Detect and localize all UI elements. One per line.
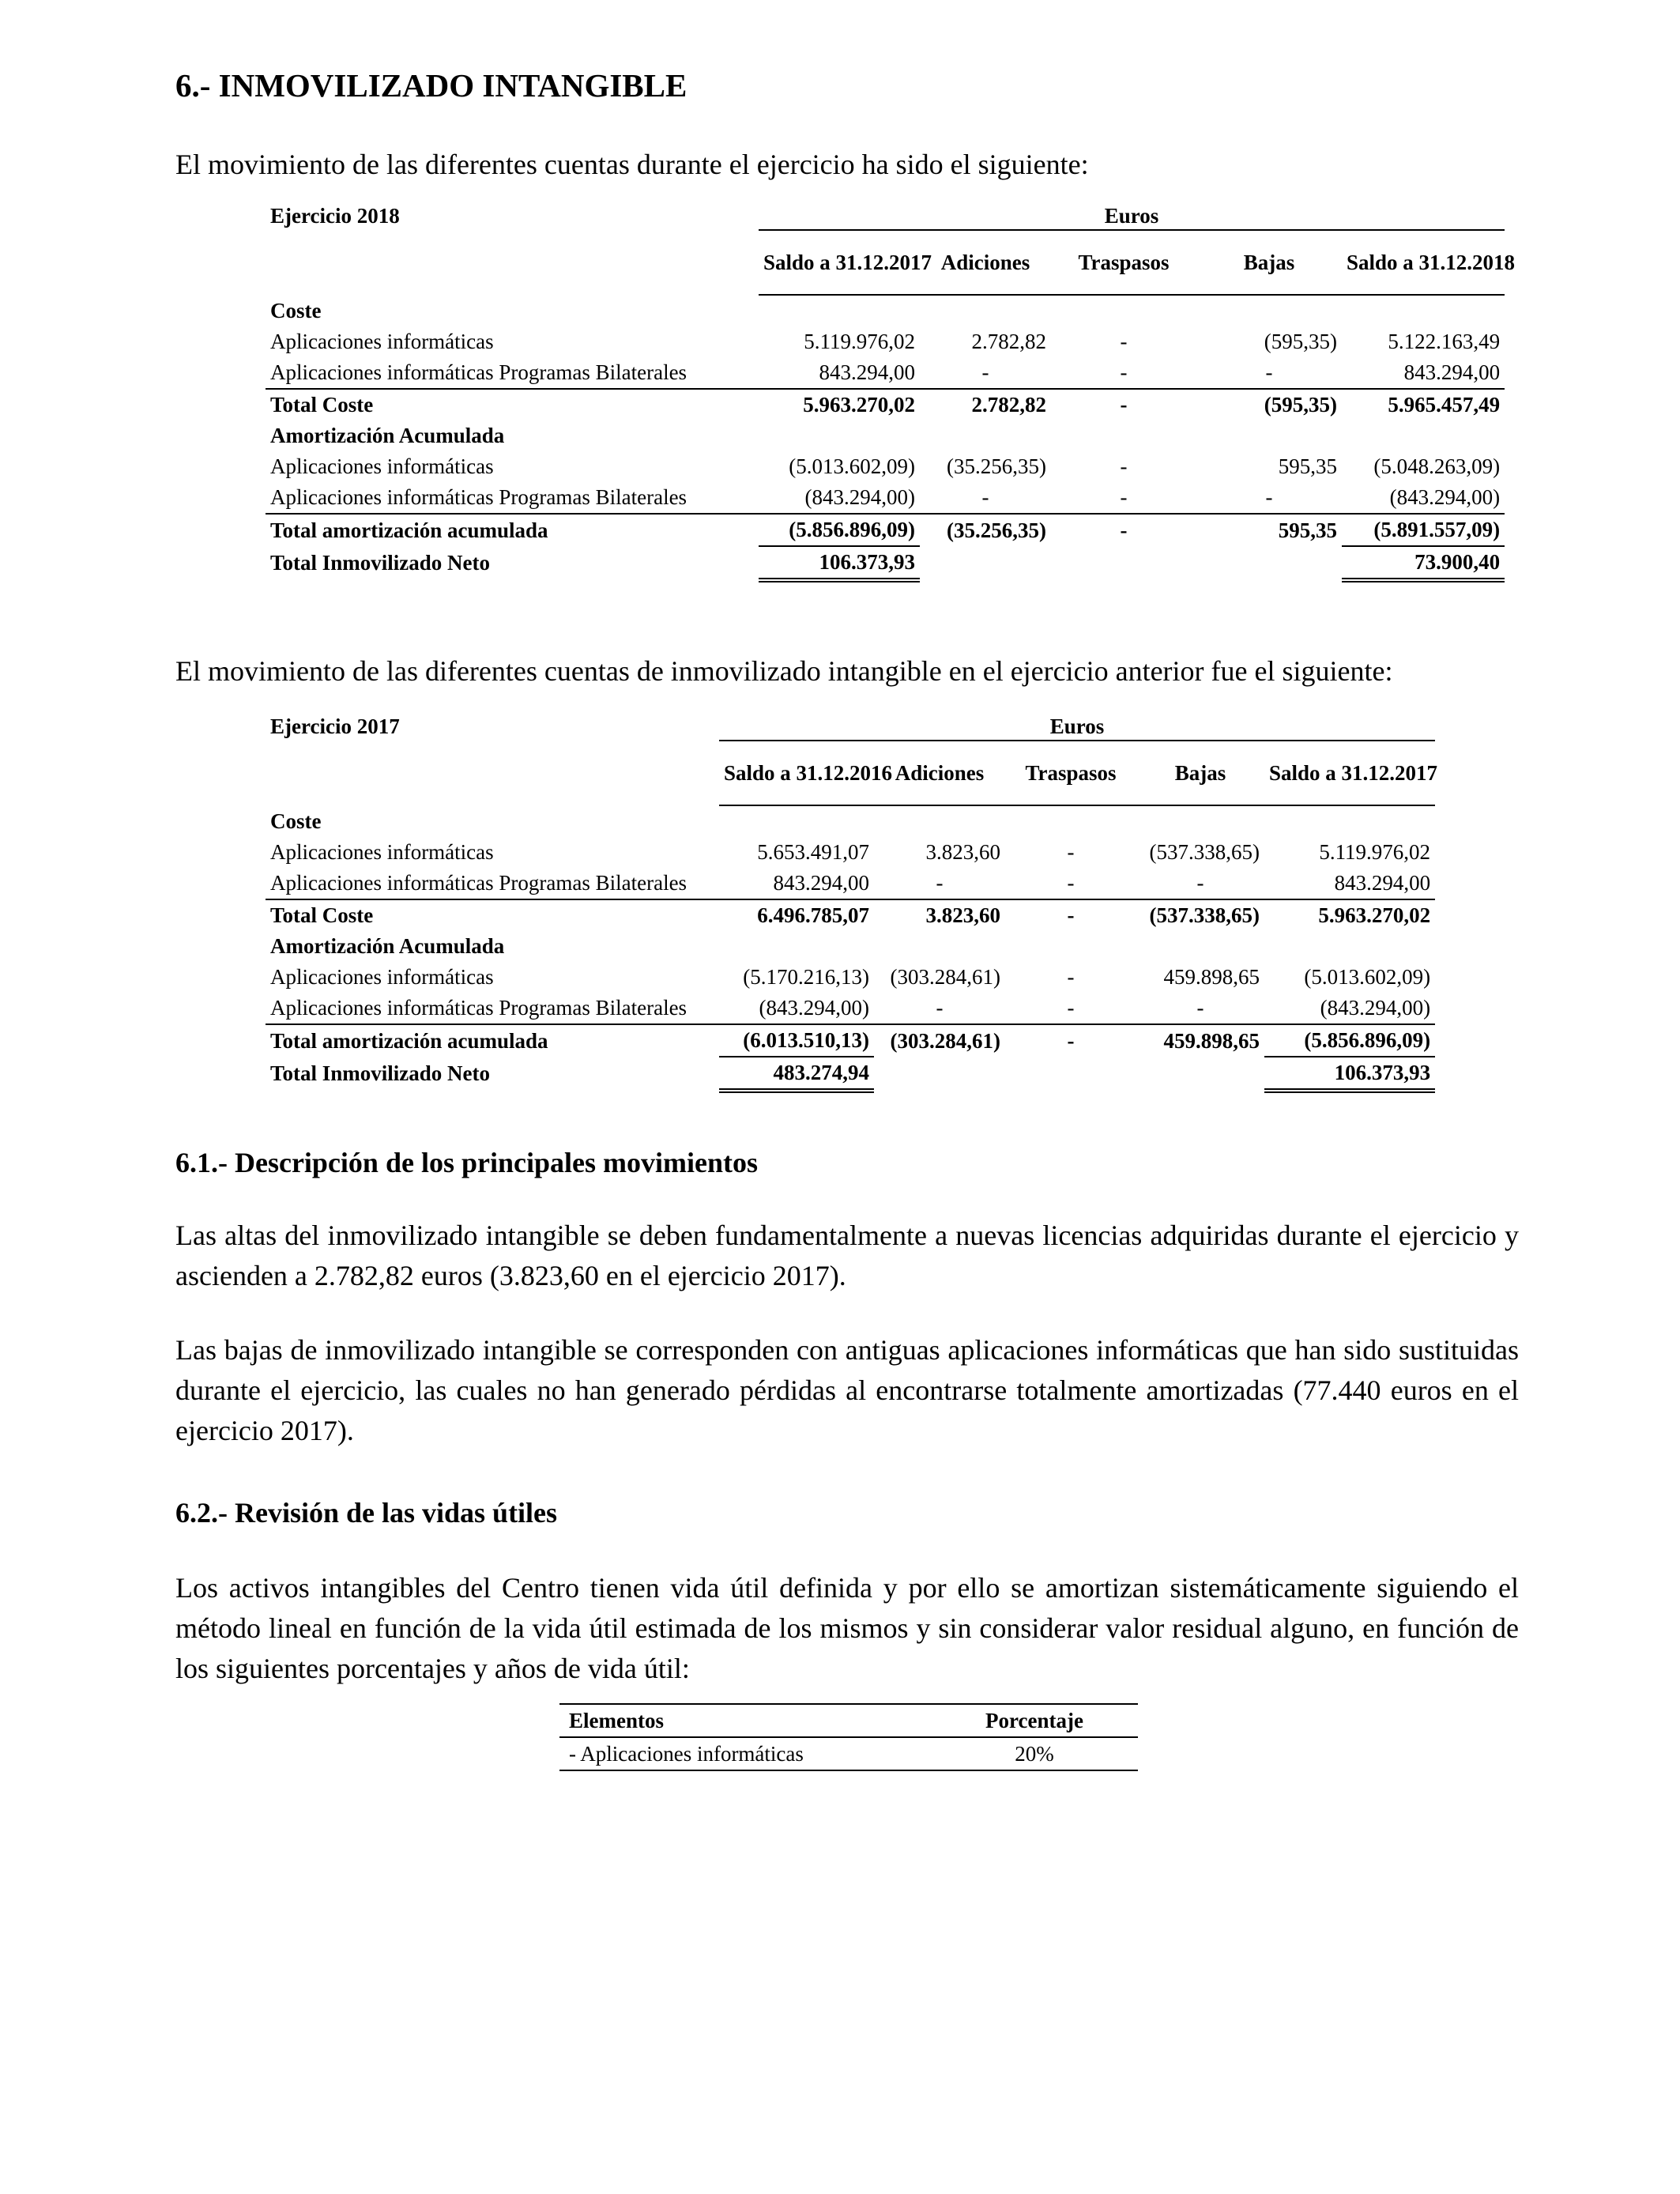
col-header: Porcentaje (931, 1704, 1138, 1737)
cell: (35.256,35) (947, 518, 1046, 542)
cell: - (874, 868, 1005, 899)
cell: - (1005, 993, 1136, 1024)
total-coste-row (266, 899, 1435, 931)
cell (1196, 546, 1342, 580)
cell: (843.294,00) (1342, 482, 1505, 514)
section-title: 6.- INMOVILIZADO INTANGIBLE (175, 67, 687, 104)
cell: (303.284,61) (890, 1028, 1000, 1053)
cell: - (874, 993, 1005, 1024)
col-header: Saldo a 31.12.2017 (759, 230, 920, 295)
section-6-2-paragraph-1: Los activos intangibles del Centro tienen vida útil definida y por ello se amortizan sistemáticamente siguiendo el método lineal en función de la vida útil estimada de los mismos y sin considerar valor residual alguno, en función de los siguientes porcentajes y años de vida útil: (175, 1572, 1519, 1684)
section-6-1-paragraph-2: Las bajas de inmovilizado intangible se corresponden con antiguas aplicaciones informáticas que han sido sustituidas durante el ejercicio, las cuales no han generado pérdidas al encontrarse totalmente amortizadas (77.440 euros en el ejercicio 2017). (175, 1334, 1519, 1446)
euros-header: Euros (759, 202, 1505, 230)
total-coste-row (266, 389, 1505, 420)
group-label: Amortización Acumulada (270, 934, 505, 958)
cell (1005, 1057, 1136, 1091)
cell: - (1120, 393, 1128, 417)
cell (1136, 1057, 1264, 1091)
cell: 483.274,94 (719, 1057, 874, 1091)
row-label: Total Coste (270, 903, 374, 927)
col-header: Traspasos (1051, 230, 1196, 295)
cell: - (1051, 482, 1196, 514)
table-row (266, 837, 1435, 868)
cell: - (1136, 868, 1264, 899)
cell (920, 546, 1051, 580)
cell: 5.963.270,02 (1318, 903, 1431, 927)
table-row (266, 962, 1435, 993)
cell: 843.294,00 (1342, 357, 1505, 389)
intro-2017-paragraph: El movimiento de las diferentes cuentas de inmovilizado intangible en el ejercicio anterior fue el siguiente: (175, 655, 1393, 687)
row-label: Total Coste (270, 393, 374, 417)
row-label: Aplicaciones informáticas Programas Bilaterales (266, 482, 759, 514)
cell: (5.856.896,09) (1264, 1024, 1435, 1057)
cell: 5.119.976,02 (1319, 840, 1431, 864)
cell: 595,35 (1278, 454, 1337, 478)
cell: - (1067, 1028, 1075, 1053)
cell: - (1067, 840, 1075, 864)
row-label: Total amortización acumulada (270, 1028, 548, 1053)
group-label: Coste (270, 298, 322, 322)
cell: 3.823,60 (925, 903, 1000, 927)
cell: 2.782,82 (971, 393, 1046, 417)
cell: 5.119.976,02 (804, 330, 915, 353)
cell: (6.013.510,13) (719, 1024, 874, 1057)
table-2017 (266, 713, 1438, 1093)
cell: 106.373,93 (1264, 1057, 1435, 1091)
col-header: Bajas (1196, 230, 1342, 295)
cell: 5.653.491,07 (757, 840, 869, 864)
col-header: Bajas (1136, 741, 1264, 805)
total-neto-row (266, 546, 1505, 580)
cell: 843.294,00 (719, 868, 874, 899)
cell: 106.373,93 (759, 546, 920, 580)
cell: - (1005, 868, 1136, 899)
row-label: Aplicaciones informáticas Programas Bilaterales (266, 993, 719, 1024)
col-header: Adiciones (920, 230, 1051, 295)
table-row (266, 482, 1505, 514)
cell: (595,35) (1264, 393, 1337, 417)
vida-util-table (559, 1703, 1138, 1771)
cell: 20% (931, 1737, 1138, 1770)
col-header: Traspasos (1005, 741, 1136, 805)
cell: 5.963.270,02 (803, 393, 915, 417)
row-label: Total Inmovilizado Neto (270, 551, 491, 575)
cell: 843.294,00 (1264, 868, 1435, 899)
cell: (5.048.263,09) (1373, 454, 1501, 478)
row-label: Aplicaciones informáticas (270, 840, 494, 864)
cell: 459.898,65 (1163, 1028, 1260, 1053)
cell: 6.496.785,07 (757, 903, 869, 927)
cell: - (1196, 357, 1342, 389)
col-header: Adiciones (874, 741, 1005, 805)
cell: (5.856.896,09) (759, 514, 920, 546)
cell (1051, 546, 1196, 580)
cell: (537.338,65) (1149, 903, 1260, 927)
table-row (266, 868, 1435, 899)
ejercicio-label: Ejercicio 2017 (270, 714, 400, 738)
cell: (5.013.602,09) (1304, 965, 1431, 989)
cell: - (1067, 903, 1075, 927)
cell: (843.294,00) (719, 993, 874, 1024)
table-2018 (266, 202, 1516, 582)
row-label: Total amortización acumulada (270, 518, 548, 542)
total-amort-row (266, 514, 1505, 546)
cell: 5.965.457,49 (1388, 393, 1501, 417)
row-label: Aplicaciones informáticas (270, 454, 494, 478)
col-header: Saldo a 31.12.2016 (719, 741, 874, 805)
cell: - (1051, 357, 1196, 389)
cell: 73.900,40 (1342, 546, 1505, 580)
cell: 595,35 (1278, 518, 1337, 542)
cell: (5.170.216,13) (743, 965, 869, 989)
section-6-1-paragraph-1: Las altas del inmovilizado intangible se deben fundamentalmente a nuevas licencias adquiridas durante el ejercicio y ascienden a 2.782,82 euros (3.823,60 en el ejercicio 2017). (175, 1220, 1519, 1291)
table-row (266, 326, 1505, 357)
cell: 3.823,60 (925, 840, 1000, 864)
total-amort-row (266, 1024, 1435, 1057)
cell: (537.338,65) (1149, 840, 1260, 864)
cell: - (920, 357, 1051, 389)
cell: - (1136, 993, 1264, 1024)
section-6-1-title: 6.1.- Descripción de los principales movimientos (175, 1147, 758, 1178)
group-label: Amortización Acumulada (270, 424, 505, 447)
col-header: Elementos (559, 1704, 931, 1737)
col-header: Saldo a 31.12.2018 (1342, 230, 1505, 295)
section-6-2-title: 6.2.- Revisión de las vidas útiles (175, 1497, 558, 1529)
cell: - (920, 482, 1051, 514)
table-row (266, 357, 1505, 389)
cell: - (1120, 454, 1128, 478)
cell: - (1120, 518, 1128, 542)
cell: (843.294,00) (1264, 993, 1435, 1024)
table-row (266, 451, 1505, 482)
row-label: Aplicaciones informáticas (270, 330, 494, 353)
group-label: Coste (270, 809, 322, 833)
cell: (843.294,00) (759, 482, 920, 514)
cell: 5.122.163,49 (1388, 330, 1501, 353)
cell: (5.891.557,09) (1342, 514, 1505, 546)
cell: (303.284,61) (890, 965, 1000, 989)
cell: - (1067, 965, 1075, 989)
col-header: Saldo a 31.12.2017 (1264, 741, 1435, 805)
cell: 2.782,82 (971, 330, 1046, 353)
cell: (5.013.602,09) (789, 454, 915, 478)
row-label: Aplicaciones informáticas Programas Bilaterales (266, 868, 719, 899)
ejercicio-label: Ejercicio 2018 (270, 204, 400, 228)
intro-2018-paragraph: El movimiento de las diferentes cuentas durante el ejercicio ha sido el siguiente: (175, 149, 1089, 180)
table-row (559, 1737, 1138, 1770)
cell: 459.898,65 (1163, 965, 1260, 989)
cell: - (1120, 330, 1128, 353)
cell: - Aplicaciones informáticas (559, 1737, 931, 1770)
row-label: Aplicaciones informáticas Programas Bilaterales (266, 357, 759, 389)
euros-header: Euros (719, 713, 1435, 741)
cell: - (1196, 482, 1342, 514)
row-label: Total Inmovilizado Neto (270, 1061, 491, 1085)
cell (874, 1057, 1005, 1091)
cell: 843.294,00 (759, 357, 920, 389)
table-row (266, 993, 1435, 1024)
row-label: Aplicaciones informáticas (270, 965, 494, 989)
total-neto-row (266, 1057, 1435, 1091)
cell: (35.256,35) (947, 454, 1046, 478)
cell: (595,35) (1264, 330, 1337, 353)
